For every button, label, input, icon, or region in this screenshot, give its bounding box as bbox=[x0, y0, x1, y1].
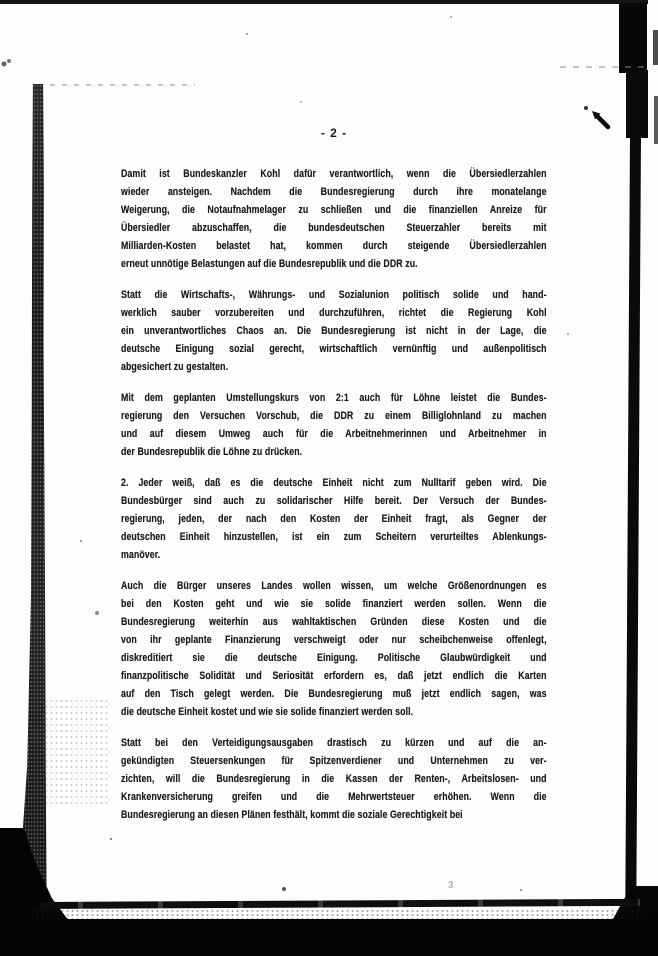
text-line: Bundesregierung an diesen Plänen festhält, kommt die soziale Gerechtigkeit bei bbox=[121, 809, 463, 821]
text-line: und auf diesem Umweg auch für die Arbeitnehmerinnen und Arbeitnehmer in bbox=[121, 428, 547, 440]
faint-page-mark: 3 bbox=[448, 880, 454, 891]
paragraph bbox=[121, 165, 547, 273]
text-line: manöver. bbox=[121, 549, 161, 561]
scan-artifact-right-edge-dash bbox=[653, 30, 658, 65]
text-line: deutsche Einigung sozial gerecht, wirtschaftlich vernünftig und außenpolitisch bbox=[121, 343, 547, 355]
text-line: regierung, jeden, der nach den Kosten der Einheit fragt, als Gegner der bbox=[121, 513, 547, 525]
text-line: Auch die Bürger unseres Landes wollen wissen, um welche Größenordnungen es bbox=[121, 580, 547, 592]
text-line: regierung den Versuchen Vorschub, die DDR zu einem Billiglohnland zu machen bbox=[121, 410, 547, 422]
page-number: - 2 - bbox=[320, 126, 348, 140]
text-line: von ihr geplante Finanzierung verschweigt oder nur scheibchenweise offenlegt, bbox=[121, 634, 547, 646]
text-line: gekündigten Steuersenkungen für Spitzenverdiener und Unternehmen zu ver- bbox=[121, 755, 547, 767]
body-text bbox=[121, 165, 653, 837]
text-line: diskreditiert sie die deutsche Einigung. Politische Glaubwürdigkeit und bbox=[121, 652, 547, 664]
text-line: Bundesbürger sind auch zu solidarischer Hilfe bereit. Der Versuch der Bundes- bbox=[121, 495, 547, 507]
scan-artifact-top-edge bbox=[0, 0, 648, 4]
text-line: werklich sauber vorzubereiten und durchzuführen, richtet die Regierung Kohl bbox=[121, 307, 547, 319]
text-line: Übersiedler abzuschaffen, die bundesdeutschen Steuerzahler bereits mit bbox=[121, 222, 547, 234]
paragraph bbox=[121, 734, 547, 824]
scan-smudge-line bbox=[560, 66, 645, 68]
text-line: Damit ist Bundeskanzler Kohl dafür verantwortlich, wenn die Übersiedlerzahlen bbox=[121, 168, 547, 180]
text-line: Statt bei den Verteidigungsausgaben drastisch zu kürzen und auf die an- bbox=[121, 737, 547, 749]
scan-artifact-right-edge-dash bbox=[654, 96, 658, 144]
text-line: Milliarden-Kosten belastet hat, kommen durch steigende Übersiedlerzahlen bbox=[121, 240, 547, 252]
text-line: der Bundesrepublik die Löhne zu drücken. bbox=[121, 446, 303, 458]
pen-arrow-icon bbox=[578, 100, 618, 136]
text-line: Statt die Wirtschafts-, Währungs- und Sozialunion politisch solide und hand- bbox=[121, 289, 547, 301]
text-line: Bundesregierung weiterhin aus wahltaktischen Gründen diese Kosten und die bbox=[121, 616, 547, 628]
text-line: die deutsche Einheit kostet und wie sie solide finanziert werden soll. bbox=[121, 706, 414, 718]
text-line: erneut unnötige Belastungen auf die Bundesrepublik und die DDR zu. bbox=[121, 258, 418, 270]
text-line: bei den Kosten geht und wie sie solide finanziert werden sollen. Wenn die bbox=[121, 598, 547, 610]
text-line: zichten, will die Bundesregierung in die Kassen der Renten-, Arbeitslosen- und bbox=[121, 773, 547, 785]
text-line: wieder ansteigen. Nachdem die Bundesregierung durch ihre monatelange bbox=[121, 186, 547, 198]
text-line: Mit dem geplanten Umstellungskurs von 2:1 auch für Löhne leistet die Bundes- bbox=[121, 392, 547, 404]
scan-noise-specks bbox=[0, 0, 2, 2]
paragraph bbox=[121, 577, 547, 721]
text-line: 2. Jeder weiß, daß es die deutsche Einheit nicht zum Nulltarif geben wird. Die bbox=[121, 477, 547, 489]
paragraph bbox=[121, 286, 547, 376]
scan-artifact-left-band bbox=[12, 84, 50, 936]
scan-artifact-right-bar-thick bbox=[619, 3, 647, 73]
text-line: deutschen Einheit hinzustellen, ist ein zum Scheitern verurteiltes Ablenkungs- bbox=[121, 531, 547, 543]
scan-artifact-page-bottom-edge bbox=[40, 899, 640, 909]
text-line: abgesichert zu gestalten. bbox=[121, 361, 229, 373]
text-line: Krankenversicherung greifen und die Mehrwertsteuer erhöhen. Wenn die bbox=[121, 791, 547, 803]
paragraph bbox=[121, 389, 547, 461]
text-line: Weigerung, die Notaufnahmelager zu schließen und die finanziellen Anreize für bbox=[121, 204, 547, 216]
scan-artifact-bottom-band bbox=[0, 919, 658, 956]
scan-noise-patch bbox=[44, 698, 110, 806]
scan-artifact-right-bar-mid bbox=[626, 70, 648, 138]
text-line: finanzpolitische Solidität und Seriosität erfordern es, daß jetzt endlich die Karten bbox=[121, 670, 547, 682]
scan-smudge-line bbox=[50, 84, 195, 86]
paragraph bbox=[121, 474, 547, 564]
text-line: ein unverantwortliches Chaos an. Die Bundesregierung ist nicht in der Lage, die bbox=[121, 325, 547, 337]
text-line: auf den Tisch gelegt werden. Die Bundesregierung muß jetzt endlich sagen, was bbox=[121, 688, 547, 700]
